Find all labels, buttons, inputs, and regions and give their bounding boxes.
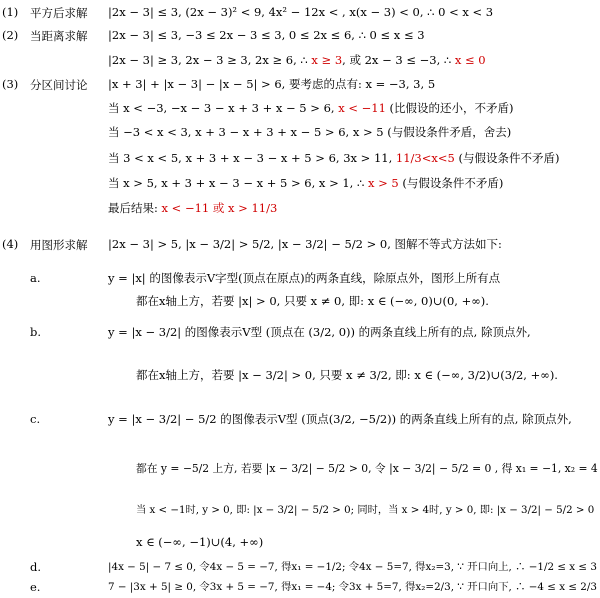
item-c-line-1: y = |x − 3/2| − 5/2 的图像表示V型 (顶点(3/2, −5/2)) 的两条直线上所有的点, 除顶点外, — [108, 412, 572, 426]
section-2-line-2: |2x − 3| ≥ 3, 2x − 3 ≥ 3, 2x ≥ 6, ∴ x ≥ 3, 或 2x − 3 ≤ −3, ∴ x ≤ 0 — [108, 53, 486, 67]
section-1-equation: |2x − 3| ≤ 3, (2x − 3)² < 9, 4x² − 12x < , x(x − 3) < 0, ∴ 0 < x < 3 — [108, 5, 494, 19]
item-c-line-2: 都在 y = −5/2 上方, 若要 |x − 3/2| − 5/2 > 0, 令 |x − 3/2| − 5/2 = 0 , 得 x₁ = −1, x₂ = 4 — [136, 462, 598, 475]
section-4-label: 用图形求解 — [30, 238, 88, 252]
section-4-intro: |2x − 3| > 5, |x − 3/2| > 5/2, |x − 3/2| − 5/2 > 0, 图解不等式方法如下: — [108, 237, 502, 251]
section-2-number: (2) — [2, 28, 19, 42]
item-d-label: d. — [30, 560, 42, 574]
item-e-label: e. — [30, 580, 41, 594]
section-3-label: 分区间讨论 — [30, 78, 88, 92]
section-3-line-3: 当 −3 < x < 3, x + 3 − x + 3 + x − 5 > 6, x > 5 (与假设条件矛盾，舍去) — [108, 125, 512, 139]
item-c-line-4: x ∈ (−∞, −1)∪(4, +∞) — [136, 535, 264, 549]
section-2-label: 当距离求解 — [30, 29, 88, 43]
item-a-label: a. — [30, 271, 41, 285]
item-a-line-2: 都在x轴上方，若要 |x| > 0, 只要 x ≠ 0, 即: x ∈ (−∞, 0)∪(0, +∞). — [136, 294, 489, 308]
item-b-label: b. — [30, 325, 42, 339]
section-1-label: 平方后求解 — [30, 6, 88, 20]
item-c-label: c. — [30, 412, 41, 426]
item-b-line-1: y = |x − 3/2| 的图像表示V型 (顶点在 (3/2, 0)) 的两条直线上所有的点, 除顶点外, — [108, 325, 531, 339]
section-1-number: (1) — [2, 5, 19, 19]
section-3-line-5: 当 x > 5, x + 3 + x − 3 − x + 5 > 6, x > 1, ∴ x > 5 (与假设条件不矛盾) — [108, 176, 504, 190]
section-3-number: (3) — [2, 77, 19, 91]
section-3-line-1: |x + 3| + |x − 3| − |x − 5| > 6, 要考虑的点有: x = −3, 3, 5 — [108, 77, 436, 91]
item-b-line-2: 都在x轴上方，若要 |x − 3/2| > 0, 只要 x ≠ 3/2, 即: x ∈ (−∞, 3/2)∪(3/2, +∞). — [136, 368, 558, 382]
item-d-line: |4x − 5| − 7 ≤ 0, 令4x − 5 = −7, 得x₁ = −1/2; 令4x − 5=7, 得x₂=3, ∵ 开口向上, ∴ −1/2 ≤ x ≤ 3 — [108, 561, 597, 573]
item-c-line-3: 当 x < −1时, y > 0, 即: |x − 3/2| − 5/2 > 0; 同时，当 x > 4时, y > 0, 即: |x − 3/2| − 5/2 > 0 — [136, 504, 595, 516]
section-3-line-2: 当 x < −3, −x − 3 − x + 3 + x − 5 > 6, x < −11 (比假设的还小，不矛盾) — [108, 101, 514, 115]
section-4-number: (4) — [2, 237, 19, 251]
section-3-result: 最后结果: x < −11 或 x > 11/3 — [108, 201, 278, 215]
section-2-line-1: |2x − 3| ≤ 3, −3 ≤ 2x − 3 ≤ 3, 0 ≤ 2x ≤ 6, ∴ 0 ≤ x ≤ 3 — [108, 28, 425, 42]
section-3-line-4: 当 3 < x < 5, x + 3 + x − 3 − x + 5 > 6, 3x > 11, 11/3<x<5 (与假设条件不矛盾) — [108, 151, 560, 165]
item-a-line-1: y = |x| 的图像表示V字型(顶点在原点)的两条直线，除原点外，图形上所有点 — [108, 271, 501, 285]
item-e-line: 7 − |3x + 5| ≥ 0, 令3x + 5 = −7, 得x₁ = −4; 令3x + 5=7, 得x₂=2/3, ∵ 开口向下, ∴ −4 ≤ x ≤ 2/3 — [108, 581, 597, 593]
